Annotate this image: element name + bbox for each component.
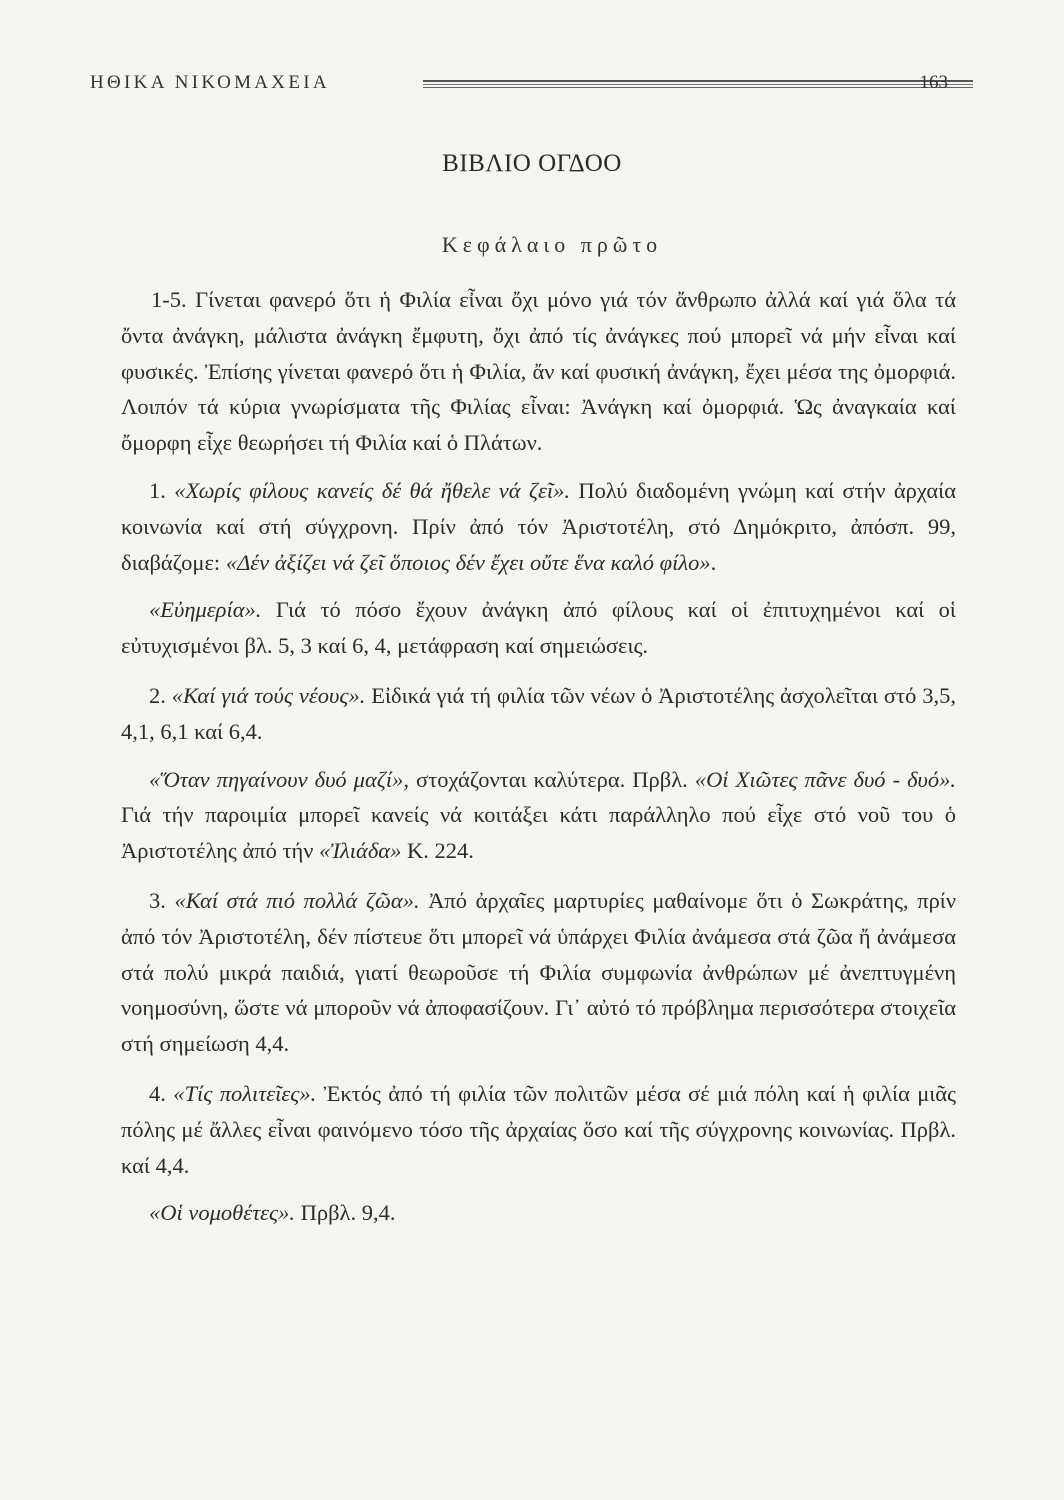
- paragraph-lawgivers: [121, 1195, 956, 1231]
- note-label: 1.: [149, 477, 166, 503]
- paragraph-text: Πολύ διαδομένη γνώμη καί στήν ἀρχαία κοινωνία καί στή σύγχρονη. Πρίν ἀπό τόν Ἀριστοτέλη, στό Δημόκριτο, ἀπόσπ. 99, διαβάζομε:: [121, 477, 957, 575]
- paragraph-text: Κ. 224.: [401, 838, 474, 864]
- note-label: 4.: [149, 1080, 166, 1106]
- note-label: 1-5.: [151, 287, 187, 312]
- chapter-title: Κεφάλαιο πρῶτο: [441, 232, 663, 257]
- note-label: 3.: [149, 887, 166, 913]
- paragraph-text: Πρβλ. 9,4.: [295, 1200, 396, 1226]
- paragraph-text: Γίνεται φανερό ὅτι ἡ Φιλία εἶναι ὄχι μόνο γιά τόν ἄνθρωπο ἀλλά καί γιά ὅλα τά ὄντα ἀνάγκη, μάλιστα ἀνάγκη ἔμφυτη, ὄχι ἀπό τίς ἀνάγκες πού μπορεῖ νά μήν εἶναι καί φυσικές. Ἐπίσης γίνεται φανερό ὅτι ἡ Φιλία, ἄν καί φυσική ἀνάγκη, ἔχει μέσα της ὀμορφιά. Λοιπόν τά κύρια γνωρίσματα τῆς Φιλίας εἶναι: Ἀνάγκη καί ὀμορφιά. Ὡς ἀναγκαία καί ὄμορφη εἶχε θεωρήσει τή Φιλία καί ὁ Πλάτων.: [121, 287, 956, 456]
- paragraph-text: στοχάζονται καλύτερα. Πρβλ.: [409, 766, 695, 792]
- paragraph-note-3: [121, 883, 956, 1062]
- page-number: 163: [919, 72, 948, 93]
- quoted-lemma: «Οἱ νομοθέτες».: [149, 1200, 295, 1226]
- paragraph-eudaimonia: [121, 592, 956, 664]
- paragraph-note-1: [121, 473, 956, 580]
- paragraph-text: Γιά τήν παροιμία μπορεῖ κανείς νά κοιτάξει κάτι παράλληλο πού εἶχε στό νοῦ του ὁ Ἀριστοτέλης ἀπό τήν: [121, 802, 956, 864]
- running-header: [90, 68, 962, 98]
- paragraph-text: Ἐκτός ἀπό τή φιλία τῶν πολιτῶν μέσα σέ μιά πόλη καί ἡ φιλία μιᾶς πόλης μέ ἄλλες εἶναι φαινόμενο τόσο τῆς ἀρχαίας ὅσο καί τῆς σύγχρονης κοινωνίας. Πρβλ. καί 4,4.: [121, 1080, 957, 1178]
- quoted-text: «Ἰλιάδα»: [319, 838, 402, 864]
- commentary-body: [121, 282, 956, 1231]
- running-title: ΗΘΙΚΑ ΝΙΚΟΜΑΧΕΙΑ: [90, 72, 330, 93]
- paragraph-note-2: [121, 678, 956, 750]
- quoted-lemma: «Τίς πολιτεῖες».: [173, 1080, 317, 1106]
- quoted-lemma: «Καί γιά τούς νέους».: [171, 682, 366, 708]
- paragraph-text: Γιά τό πόσο ἔχουν ἀνάγκη ἀπό φίλους καί οἱ ἐπιτυχημένοι καί οἱ εὐτυχισμένοι βλ. 5, 3 καί 6, 4, μετάφραση καί σημειώσεις.: [121, 597, 956, 659]
- paragraph-text: Ἀπό ἀρχαῖες μαρτυρίες μαθαίνομε ὅτι ὁ Σωκράτης, πρίν ἀπό τόν Ἀριστοτέλη, δέν πίστευε ὅτι μπορεῖ νά ὑπάρχει Φιλία ἀνάμεσα στά ζῶα ἤ ἀνάμεσα στά πολύ μικρά παιδιά, γιατί θεωροῦσε τή Φιλία συμφωνία ἀνθρώπων μέ ἀνεπτυγμένη νοημοσύνη, ὥστε νά μποροῦν νά ἀποφασίζουν. Γι᾽ αὐτό τό πρόβλημα περισσότερα στοιχεῖα στή σημείωση 4,4.: [121, 887, 957, 1057]
- quoted-lemma: «Εὐημερία».: [149, 597, 262, 623]
- paragraph-text: .: [710, 549, 717, 575]
- book-title: ΒΙΒΛΙΟ ΟΓΔΟΟ: [442, 150, 622, 177]
- paragraph-note-1-5: [121, 282, 956, 461]
- quoted-lemma: «Καί στά πιό πολλά ζῶα».: [174, 887, 420, 913]
- quoted-text: «Δέν ἀξίζει νά ζεῖ ὅποιος δέν ἔχει οὔτε ἕνα καλό φίλο»: [225, 549, 711, 575]
- quoted-lemma: «Ὅταν πηγαίνουν δυό μαζί»,: [149, 766, 410, 792]
- note-label: 2.: [149, 682, 166, 708]
- paragraph-text: Εἰδικά γιά τή φιλία τῶν νέων ὁ Ἀριστοτέλης ἀσχολεῖται στό 3,5, 4,1, 6,1 καί 6,4.: [121, 682, 957, 744]
- paragraph-two-together: [121, 762, 956, 869]
- header-rule: [423, 80, 973, 88]
- quoted-text: «Οἱ Χιῶτες πᾶνε δυό - δυό».: [694, 766, 957, 792]
- quoted-lemma: «Χωρίς φίλους κανείς δέ θά ἤθελε νά ζεῖ».: [174, 477, 570, 503]
- paragraph-note-4: [121, 1076, 956, 1183]
